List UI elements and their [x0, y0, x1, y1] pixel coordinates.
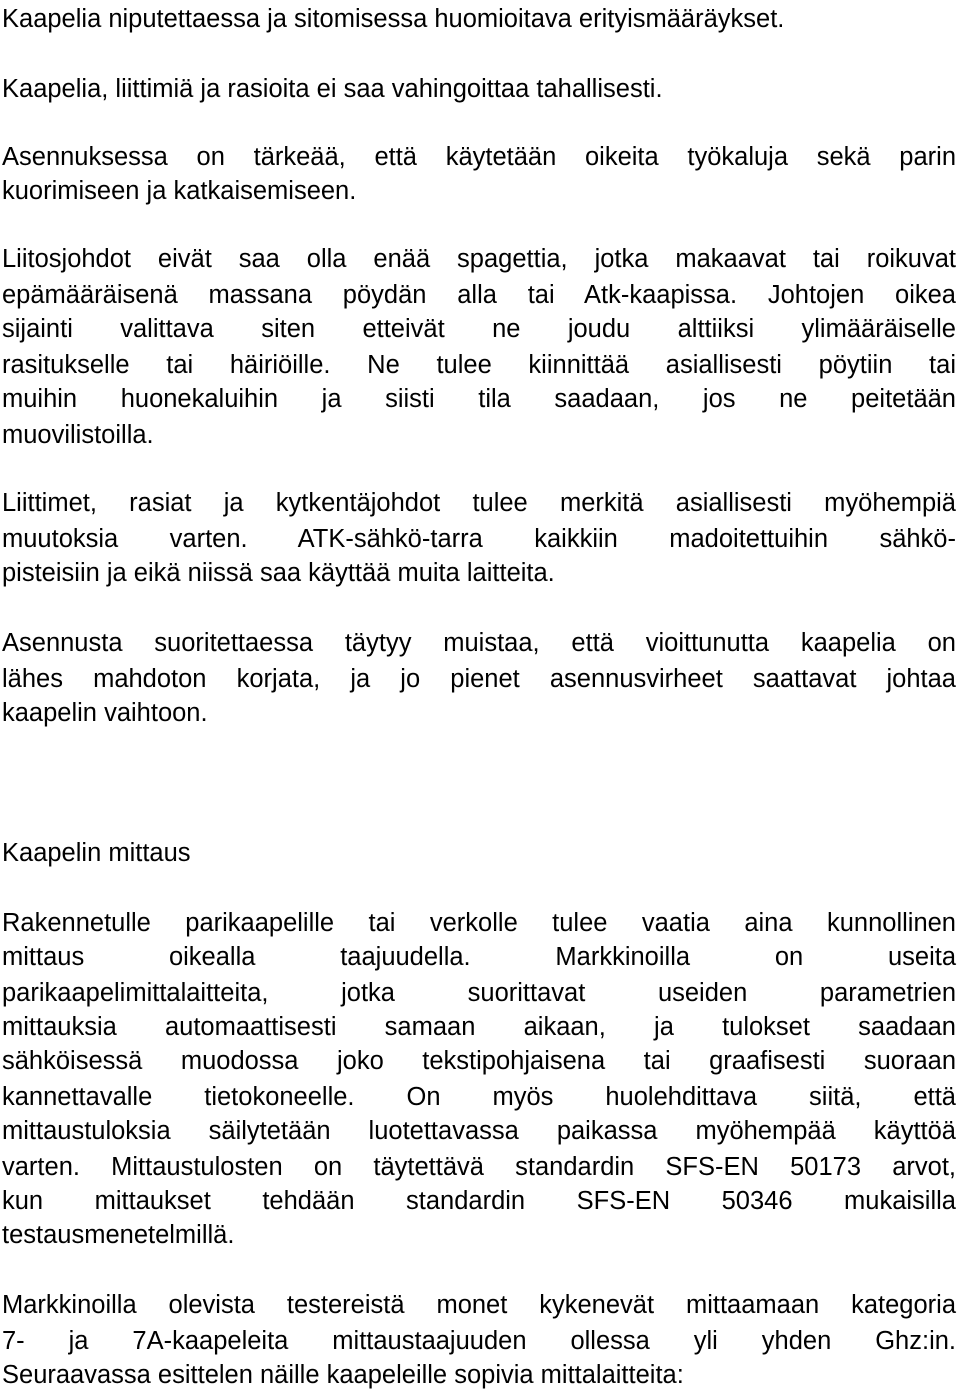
text-line: Rakennetulle parikaapelille tai verkolle tulee vaatia aina kunnollinen — [2, 909, 956, 937]
text-line: muihin huonekaluihin ja siisti tila saadaan, jos ne peitetään — [2, 385, 956, 413]
text-line: mittaustuloksia säilytetään luotettavassa paikassa myöhempää käyttöä — [2, 1117, 956, 1145]
text-line: kaapelin vaihtoon. — [2, 699, 208, 727]
text-line: sijainti valittava siten etteivät ne joudu alttiiksi ylimääräiselle — [2, 315, 956, 343]
text-line: 7- ja 7A-kaapeleita mittaustaajuuden ollessa yli yhden Ghz:in. — [2, 1327, 956, 1355]
text-line: epämääräisenä massana pöydän alla tai Atk-kaapissa. Johtojen oikea — [2, 281, 956, 309]
text-line: Kaapelia niputettaessa ja sitomisessa huomioitava erityismääräykset. — [2, 5, 785, 33]
text-line: pisteisiin ja eikä niissä saa käyttää muita laitteita. — [2, 559, 555, 587]
text-line: Liittimet, rasiat ja kytkentäjohdot tulee merkitä asiallisesti myöhempiä — [2, 489, 956, 517]
text-line: kannettavalle tietokoneelle. On myös huolehdittava siitä, että — [2, 1083, 956, 1111]
text-line: Kaapelia, liittimiä ja rasioita ei saa vahingoittaa tahallisesti. — [2, 75, 663, 103]
text-line: mittaus oikealla taajuudella. Markkinoilla on useita — [2, 943, 956, 971]
text-line: Liitosjohdot eivät saa olla enää spagettia, jotka makaavat tai roikuvat — [2, 245, 956, 273]
text-line: lähes mahdoton korjata, ja jo pienet asennusvirheet saattavat johtaa — [2, 665, 956, 693]
text-line: sähköisessä muodossa joko tekstipohjaisena tai graafisesti suoraan — [2, 1047, 956, 1075]
section-heading: Kaapelin mittaus — [2, 839, 191, 867]
text-line: varten. Mittaustulosten on täytettävä standardin SFS-EN 50173 arvot, — [2, 1153, 956, 1181]
text-line: muovilistoilla. — [2, 421, 154, 449]
text-line: rasitukselle tai häiriöille. Ne tulee kiinnittää asiallisesti pöytiin tai — [2, 351, 956, 379]
text-line: kuorimiseen ja katkaisemiseen. — [2, 177, 357, 205]
text-line: kun mittaukset tehdään standardin SFS-EN 50346 mukaisilla — [2, 1187, 956, 1215]
text-line: Seuraavassa esittelen näille kaapeleille sopivia mittalaitteita: — [2, 1361, 684, 1389]
text-line: mittauksia automaattisesti samaan aikaan, ja tulokset saadaan — [2, 1013, 956, 1041]
text-line: Asennuksessa on tärkeää, että käytetään oikeita työkaluja sekä parin — [2, 143, 956, 171]
text-line: testausmenetelmillä. — [2, 1221, 235, 1249]
text-line: muutoksia varten. ATK-sähkö-tarra kaikkiin madoitettuihin sähkö- — [2, 525, 956, 553]
text-line: Asennusta suoritettaessa täytyy muistaa, että vioittunutta kaapelia on — [2, 629, 956, 657]
text-line: Markkinoilla olevista testereistä monet kykenevät mittaamaan kategoria — [2, 1291, 956, 1319]
text-line: parikaapelimittalaitteita, jotka suorittavat useiden parametrien — [2, 979, 956, 1007]
